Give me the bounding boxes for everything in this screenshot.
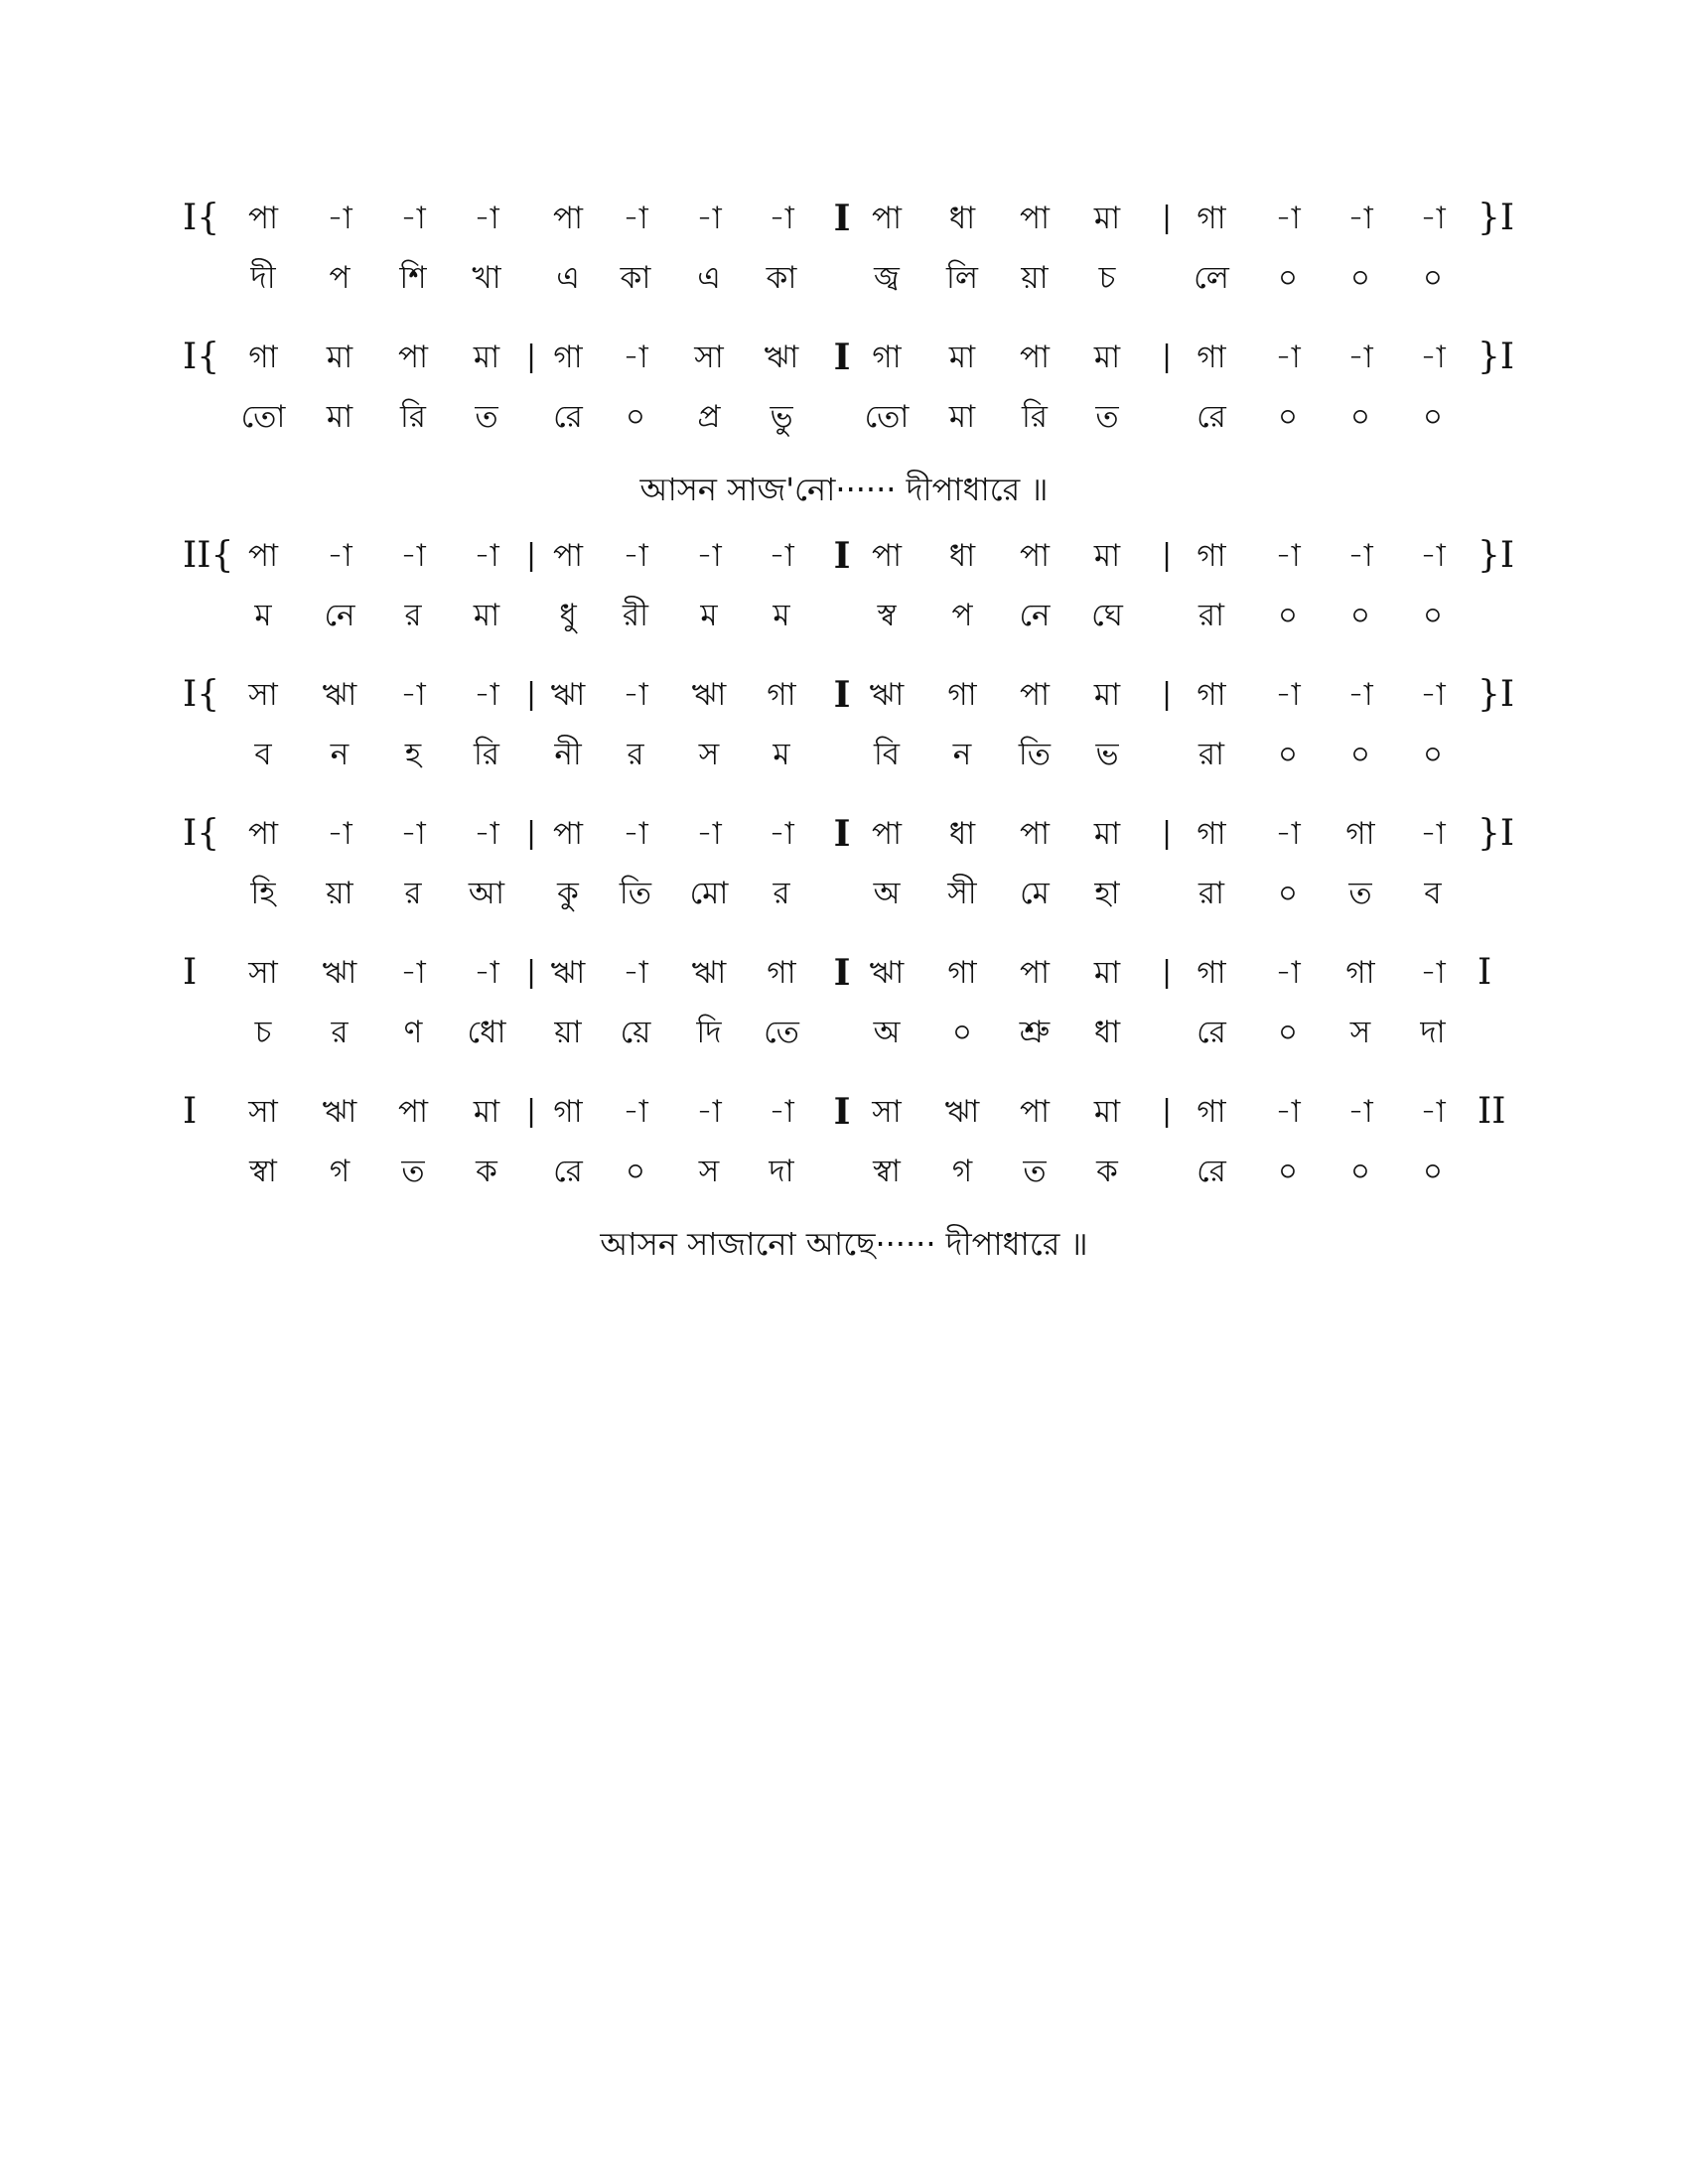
lyric-syllable: ০ [1349, 399, 1371, 435]
lyric-row [0, 864, 1688, 923]
lyric-syllable: ০ [1422, 1154, 1444, 1189]
lyric-row [0, 586, 1688, 645]
swara-note: -া [400, 201, 426, 236]
swara-note: -া [1420, 677, 1446, 713]
lyric-syllable: স্ব [877, 598, 897, 633]
lyric-syllable: ক [476, 1154, 497, 1189]
lyric-syllable: দী [250, 260, 276, 296]
swara-note: গা [1196, 677, 1226, 713]
lyric-syllable: ০ [1349, 737, 1371, 772]
swara-note: -া [327, 538, 352, 574]
lyric-syllable: ত [475, 399, 498, 435]
swara-note: ঋা [869, 955, 905, 991]
swara-note: গা [947, 955, 977, 991]
swara-note: -া [1275, 955, 1301, 991]
swara-note: ঋা [322, 1094, 357, 1130]
lyric-syllable: কা [766, 260, 797, 296]
lyric-row [0, 1003, 1688, 1062]
notation-block [0, 526, 1688, 665]
swara-note: গা [1345, 816, 1375, 852]
bar-line: | [525, 955, 537, 990]
lyric-syllable: তি [1018, 737, 1052, 772]
start-bar-mark: II{ [183, 535, 234, 576]
refrain-line: আসন সাজ'নো······ দীপাধারে ॥ [639, 471, 1049, 508]
swara-note: -া [769, 201, 794, 236]
swara-note: মা [1093, 340, 1121, 375]
lyric-syllable: নে [1019, 598, 1051, 633]
swara-note: পা [552, 538, 584, 574]
swara-row [0, 1082, 1688, 1142]
swara-note: পা [247, 201, 279, 236]
lyric-syllable: বি [873, 737, 901, 772]
lyric-syllable: ০ [1277, 876, 1299, 911]
swara-note: -া [400, 816, 426, 852]
swara-note: -া [474, 955, 499, 991]
swara-note: -া [623, 677, 648, 713]
lyric-syllable: গ [329, 1154, 351, 1189]
lyric-syllable: স [698, 1154, 720, 1189]
lyric-syllable: রে [553, 399, 583, 435]
lyric-syllable: গ [951, 1154, 973, 1189]
lyric-syllable: ম [700, 598, 718, 633]
lyric-syllable: রে [1196, 399, 1226, 435]
lyric-syllable: য়া [554, 1015, 582, 1050]
swara-note: ধা [948, 816, 976, 852]
lyric-syllable: ব [254, 737, 272, 772]
lyric-syllable: স্বা [249, 1154, 277, 1189]
swara-note: গা [947, 677, 977, 713]
bar-line: I [833, 952, 851, 994]
swara-note: -া [474, 201, 499, 236]
lyric-syllable: ব [1424, 876, 1442, 911]
swara-note: পা [397, 340, 429, 375]
end-bar-mark: }I [1477, 337, 1515, 377]
swara-note: মা [326, 340, 353, 375]
lyric-syllable: ০ [625, 1154, 646, 1189]
swara-note: -া [327, 816, 352, 852]
swara-note: পা [1019, 538, 1051, 574]
swara-row [0, 526, 1688, 586]
swara-note: সা [248, 1094, 278, 1130]
lyric-syllable: ০ [1422, 737, 1444, 772]
swara-row [0, 189, 1688, 248]
lyric-syllable: প [951, 598, 973, 633]
bar-line: | [1161, 677, 1173, 712]
lyric-syllable: ০ [1277, 737, 1299, 772]
lyric-syllable: এ [697, 260, 721, 296]
swara-note: সা [248, 955, 278, 991]
lyric-syllable: ত [1348, 876, 1372, 911]
swara-note: গা [553, 340, 583, 375]
swara-note: গা [872, 340, 902, 375]
bar-line: | [1161, 955, 1173, 990]
swara-note: ঋা [691, 677, 727, 713]
lyric-syllable: ০ [1277, 399, 1299, 435]
lyric-syllable: ০ [1349, 1154, 1371, 1189]
lyric-syllable: রী [623, 598, 648, 633]
lyric-syllable: রি [400, 399, 426, 435]
bar-line: | [525, 1094, 537, 1129]
swara-note: ঋা [322, 955, 357, 991]
swara-note: পা [871, 816, 903, 852]
lyric-syllable: ০ [1422, 598, 1444, 633]
swara-note: -া [1347, 1094, 1373, 1130]
notation-block [0, 804, 1688, 943]
lyric-syllable: ধা [1093, 1015, 1121, 1050]
lyric-syllable: ম [773, 598, 790, 633]
lyric-syllable: অ [873, 1015, 901, 1050]
swara-note: মা [473, 340, 500, 375]
swara-note: -া [1275, 816, 1301, 852]
swara-note: পা [1019, 201, 1051, 236]
lyric-syllable: য়া [326, 876, 353, 911]
swara-note: -া [769, 816, 794, 852]
swara-note: পা [871, 201, 903, 236]
lyric-syllable: সী [947, 876, 977, 911]
swara-note: -া [1420, 1094, 1446, 1130]
lyric-syllable: লি [946, 260, 978, 296]
swara-note: গা [553, 1094, 583, 1130]
swara-note: পা [552, 201, 584, 236]
swara-note: -া [1420, 538, 1446, 574]
lyric-syllable: ক [1096, 1154, 1118, 1189]
swara-note: মা [473, 1094, 500, 1130]
lyric-syllable: রে [1196, 1154, 1226, 1189]
swara-note: -া [1420, 340, 1446, 375]
lyric-syllable: দা [769, 1154, 794, 1189]
lyric-syllable: ন [330, 737, 350, 772]
swara-note: মা [1093, 955, 1121, 991]
lyric-syllable: তো [240, 399, 286, 435]
lyric-syllable: রা [1197, 876, 1225, 911]
refrain-line: আসন সাজানো আছে······ দীপাধারে ॥ [600, 1225, 1088, 1263]
lyric-syllable: ০ [1349, 260, 1371, 296]
end-bar-mark: I [1477, 952, 1492, 993]
lyric-syllable: তো [864, 399, 910, 435]
bar-line: | [1161, 538, 1173, 573]
swara-note: -া [623, 955, 648, 991]
lyric-syllable: মে [1020, 876, 1050, 911]
swara-note: গা [1196, 1094, 1226, 1130]
swara-note: -া [769, 538, 794, 574]
swara-note: মা [1093, 538, 1121, 574]
swara-note: পা [1019, 955, 1051, 991]
lyric-syllable: মা [948, 399, 976, 435]
swara-note: গা [1196, 538, 1226, 574]
lyric-syllable: রি [474, 737, 499, 772]
swara-note: গা [767, 955, 796, 991]
lyric-syllable: স [1349, 1015, 1371, 1050]
bar-line: | [525, 340, 537, 374]
bar-line: | [525, 538, 537, 573]
swara-note: ঋা [944, 1094, 980, 1130]
lyric-syllable: এ [556, 260, 580, 296]
bar-line: I [833, 674, 851, 716]
lyric-syllable: হ [404, 737, 422, 772]
lyric-row [0, 1142, 1688, 1201]
lyric-syllable: র [404, 598, 422, 633]
swara-note: -া [696, 1094, 722, 1130]
swara-note: -া [1275, 340, 1301, 375]
swara-note: -া [623, 340, 648, 375]
lyric-syllable: দা [1420, 1015, 1446, 1050]
lyric-syllable: রা [1197, 737, 1225, 772]
notation-block [0, 1082, 1688, 1221]
swara-note: মা [1093, 816, 1121, 852]
lyric-syllable: ন [952, 737, 972, 772]
lyric-syllable: চ [254, 1015, 272, 1050]
swara-note: -া [1420, 955, 1446, 991]
swara-note: ঋা [764, 340, 799, 375]
swara-note: -া [623, 816, 648, 852]
lyric-syllable: নী [554, 737, 582, 772]
start-bar-mark: I [183, 952, 198, 993]
lyric-syllable: স্বা [873, 1154, 901, 1189]
swara-note: মা [948, 340, 976, 375]
swara-note: ঋা [550, 677, 586, 713]
lyric-syllable: রা [1197, 598, 1225, 633]
swara-note: ঋা [691, 955, 727, 991]
end-bar-mark: }I [1477, 674, 1515, 715]
swara-note: ঋা [550, 955, 586, 991]
lyric-syllable: র [773, 876, 790, 911]
lyric-row [0, 248, 1688, 308]
swara-note: সা [694, 340, 724, 375]
swara-note: পা [552, 816, 584, 852]
swara-note: -া [1420, 816, 1446, 852]
swara-note: -া [1275, 201, 1301, 236]
bar-line: | [1161, 201, 1173, 235]
swara-note: -া [474, 677, 499, 713]
lyric-row [0, 387, 1688, 447]
lyric-syllable: ত [1023, 1154, 1047, 1189]
notation-block [0, 943, 1688, 1082]
lyric-syllable: য়ে [620, 1015, 651, 1050]
lyric-syllable: ত [1095, 399, 1119, 435]
swara-note: পা [1019, 1094, 1051, 1130]
lyric-syllable: মা [473, 598, 500, 633]
lyric-syllable: হা [1094, 876, 1120, 911]
bar-line: | [1161, 816, 1173, 851]
swara-note: গা [1196, 201, 1226, 236]
start-bar-mark: I{ [183, 674, 220, 715]
lyric-syllable: ধো [467, 1015, 506, 1050]
swara-note: পা [871, 538, 903, 574]
lyric-syllable: ০ [951, 1015, 973, 1050]
swara-note: মা [1093, 201, 1121, 236]
end-bar-mark: }I [1477, 813, 1515, 854]
lyric-syllable: র [627, 737, 644, 772]
swara-note: ঋা [322, 677, 357, 713]
swara-note: পা [247, 816, 279, 852]
swara-note: -া [623, 1094, 648, 1130]
swara-note: -া [474, 816, 499, 852]
swara-note: পা [247, 538, 279, 574]
lyric-syllable: অ [873, 876, 901, 911]
bar-line: I [833, 1091, 851, 1133]
swara-note: -া [696, 201, 722, 236]
lyric-syllable: ০ [625, 399, 646, 435]
swara-note: মা [1093, 1094, 1121, 1130]
notation-block [0, 665, 1688, 804]
bar-line: I [833, 535, 851, 577]
swara-note: -া [400, 677, 426, 713]
lyric-syllable: ০ [1277, 1015, 1299, 1050]
lyric-syllable: র [404, 876, 422, 911]
swara-note: -া [696, 538, 722, 574]
swara-note: -া [327, 201, 352, 236]
lyric-syllable: ০ [1277, 260, 1299, 296]
lyric-syllable: চ [1098, 260, 1116, 296]
swara-note: -া [1420, 201, 1446, 236]
lyric-syllable: হি [250, 876, 276, 911]
swara-note: সা [872, 1094, 902, 1130]
lyric-syllable: নে [324, 598, 355, 633]
lyric-syllable: রি [1022, 399, 1048, 435]
lyric-syllable: মো [689, 876, 729, 911]
lyric-syllable: শ্রু [1019, 1015, 1051, 1050]
swara-note: -া [1347, 677, 1373, 713]
lyric-syllable: স [698, 737, 720, 772]
swara-note: গা [767, 677, 796, 713]
lyric-syllable: প [329, 260, 351, 296]
bar-line: | [525, 677, 537, 712]
lyric-syllable: ম [773, 737, 790, 772]
swara-note: ঋা [869, 677, 905, 713]
swara-note: -া [1347, 538, 1373, 574]
lyric-syllable: কা [620, 260, 651, 296]
swara-note: -া [1275, 677, 1301, 713]
lyric-syllable: জ্ব [874, 260, 900, 296]
lyric-syllable: ০ [1422, 399, 1444, 435]
swara-note: -া [623, 538, 648, 574]
lyric-syllable: ০ [1277, 598, 1299, 633]
swara-note: -া [1275, 538, 1301, 574]
swara-note: পা [1019, 340, 1051, 375]
swara-note: গা [248, 340, 278, 375]
swara-note: গা [1196, 955, 1226, 991]
start-bar-mark: I{ [183, 813, 220, 854]
lyric-syllable: ঘে [1091, 598, 1123, 633]
swara-note: -া [1347, 340, 1373, 375]
notation-block [0, 189, 1688, 328]
swara-note: ধা [948, 201, 976, 236]
lyric-syllable: ০ [1349, 598, 1371, 633]
swara-note: -া [474, 538, 499, 574]
swara-note: মা [1093, 677, 1121, 713]
bar-line: I [833, 813, 851, 855]
end-bar-mark: }I [1477, 198, 1515, 238]
lyric-syllable: ম [254, 598, 272, 633]
lyric-syllable: তি [619, 876, 652, 911]
swara-note: -া [400, 538, 426, 574]
lyric-syllable: ধু [559, 598, 577, 633]
swara-note: পা [1019, 816, 1051, 852]
swara-note: -া [696, 816, 722, 852]
lyric-syllable: লে [1194, 260, 1229, 296]
end-bar-mark: }I [1477, 535, 1515, 576]
swara-note: পা [1019, 677, 1051, 713]
notation-block [0, 328, 1688, 467]
swara-note: -া [1347, 201, 1373, 236]
lyric-syllable: কু [557, 876, 579, 911]
start-bar-mark: I [183, 1091, 198, 1132]
lyric-syllable: রে [553, 1154, 583, 1189]
lyric-syllable: রে [1196, 1015, 1226, 1050]
lyric-syllable: ০ [1422, 260, 1444, 296]
lyric-syllable: ণ [403, 1015, 423, 1050]
lyric-syllable: ত [401, 1154, 425, 1189]
swara-note: -া [623, 201, 648, 236]
start-bar-mark: I{ [183, 337, 220, 377]
swara-note: গা [1345, 955, 1375, 991]
swara-note: পা [397, 1094, 429, 1130]
bar-line: I [833, 337, 851, 378]
swara-note: ধা [948, 538, 976, 574]
lyric-syllable: র [331, 1015, 349, 1050]
bar-line: | [525, 816, 537, 851]
swara-row [0, 804, 1688, 864]
lyric-syllable: প্র [697, 399, 721, 435]
swara-row [0, 665, 1688, 725]
swara-note: সা [248, 677, 278, 713]
lyric-syllable: মা [326, 399, 353, 435]
lyric-syllable: শি [399, 260, 427, 296]
swara-note: -া [1275, 1094, 1301, 1130]
lyric-syllable: ভ [1095, 737, 1119, 772]
lyric-syllable: তে [764, 1015, 799, 1050]
start-bar-mark: I{ [183, 198, 220, 238]
swara-row [0, 943, 1688, 1003]
lyric-syllable: আ [468, 876, 505, 911]
swara-row [0, 328, 1688, 387]
lyric-syllable: ০ [1277, 1154, 1299, 1189]
bar-line: | [1161, 1094, 1173, 1129]
swara-note: -া [400, 955, 426, 991]
swara-note: গা [1196, 340, 1226, 375]
swara-note: -া [769, 1094, 794, 1130]
lyric-syllable: দি [696, 1015, 722, 1050]
lyric-syllable: ভু [770, 399, 793, 435]
swara-note: গা [1196, 816, 1226, 852]
lyric-syllable: খা [472, 260, 501, 296]
bar-line: I [833, 198, 851, 239]
end-bar-mark: II [1477, 1091, 1506, 1132]
lyric-row [0, 725, 1688, 784]
bar-line: | [1161, 340, 1173, 374]
lyric-syllable: য়া [1021, 260, 1049, 296]
